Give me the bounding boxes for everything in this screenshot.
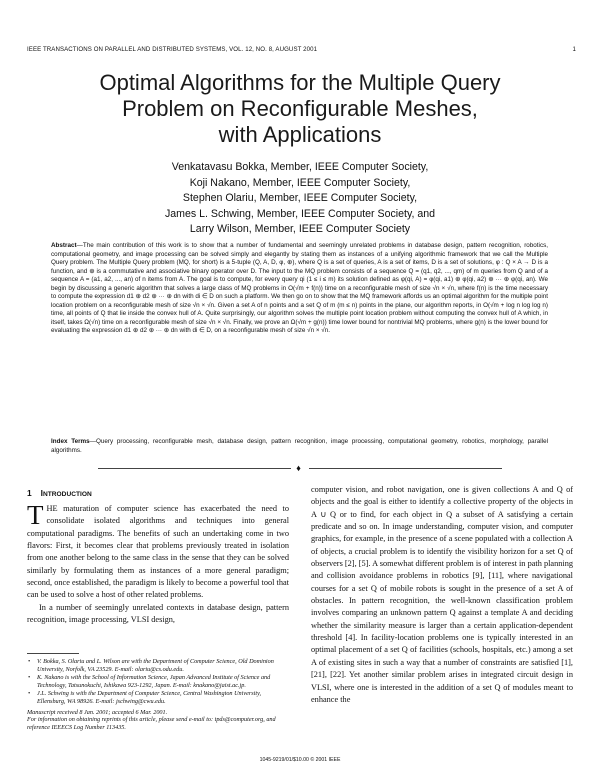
running-header	[27, 46, 576, 53]
author-line: Stephen Olariu, Member, IEEE Computer Society,	[182, 192, 418, 205]
footnote-affiliation: • J.L. Schwing is with the Department of Computer Science, Central Washington University, Ellensburg, WA 98926. E-mail: jschwing@cwu.edu.	[27, 690, 289, 705]
footnotes	[27, 658, 289, 731]
title-line-3: with Applications	[218, 122, 382, 147]
reprints-note: For information on obtaining reprints of this article, please send e-mail to: tpds@computer.org, and reference IEEECS Log Number 113435.	[27, 716, 276, 731]
journal-header: IEEE TRANSACTIONS ON PARALLEL AND DISTRIBUTED SYSTEMS, VOL. 12, NO. 8, AUGUST 2001	[27, 46, 318, 53]
section-divider-left	[98, 468, 291, 469]
footnote-rule	[27, 653, 79, 654]
body-column-left	[27, 500, 289, 626]
title-line-2: Problem on Reconfigurable Meshes,	[122, 96, 478, 121]
intro-paragraph-1: HE maturation of computer science has exacerbated the need to consolidate isolated algorithms and techniques into general computational paradigms. The benefits of such an undertaking come in two flavors: First, it becomes clear that problems previously treated in isolation from one another belong to the same class in the sense that they can be solved similarly by formulating them as instances of a more general paradigm; second, once established, the paradigm is likely to become a powerful tool that can be used to solve a host of other related problems.	[27, 504, 289, 600]
right-column-text: computer vision, and robot navigation, one is given collections A and Q of objects and the goal is either to identify a collective property of the objects in A ∪ Q or to find, for each object in Q a subset of A satisfying a certain predicate and so on. In image understanding, computer vision, and computer graphics, for example, in the presence of a scene populated with a collection A of objects, a crucial problem is to identify the visibility horizon for a set Q of observers [2], [5]. A somewhat different problem is of interest in path planning and collision avoidance problems in robotics [9], [11], where navigational courses for a set Q of mobile robots is sought in the presence of a set A of obstacles. In pattern recognition, the well-known classification problem involves comparing an unknown pattern Q against a template A and deciding whether the similarity measure is larger than a certain application-dependent threshold [4]. In facility-location problems one is typically interested in an optimal placement of a set Q of facilities (schools, hospitals, etc.) among a set A of existing sites in such a way that a number of constraints are satisfied [1], [21], [22]. Yet another similar problem arises in integrated circuit design in VLSI, where one is interested in the addition of a set Q of modules meant to enhance the	[311, 485, 573, 704]
section-heading	[27, 488, 92, 498]
abstract-text: —The main contribution of this work is to show that a number of fundamental and seemingly unrelated problems in database design, pattern recognition, robotics, computational geometry, and image processing can be solved simply and elegantly by stating them as instances of a unifying algorithmic framework that we call the Multiple Query problem. The Multiple Query problem (MQ, for short) is a 5-tuple (Q, A, D, φ, ⊕), where Q is a set of queries, A is a set of items, D is a set of solutions, φ : Q × A → D is a function, and ⊕ is a commutative and associative binary operator over D. The input to the MQ problem consists of a sequence Q = (q1, q2, ..., qm) of m queries from Q and of a sequence A = (a1, a2, ..., an) of n items from A. The goal is to compute, for every query qi (1 ≤ i ≤ m) its solution defined as φ(qi, A) = φ(qi, a1) ⊕ φ(qi, a2) ⊕ ··· ⊕ φ(qi, an). We begin by discussing a generic algorithm that solves a large class of MQ problems in O(√m + f(n)) time on a reconfigurable mesh of size √n × √n, where f(n) is the time necessary to compute the expression d1 ⊕ d2 ⊕ ··· ⊕ dn with di ∈ D on such a platform. We then go on to show that the MQ framework affords us an optimal algorithm for the multiple point location problem on a reconfigurable mesh of size √n × √n. Given a set A of n points and a set Q of m (m ≤ n) points in the plane, our algorithm reports, in O(√m + log n log log n) time, all points of Q that lie inside the convex hull of A. Quite surprisingly, our algorithm solves the multiple point location problem without computing the convex hull of A which, in itself, takes Ω(√n) time on a reconfigurable mesh of size √n × √n. Finally, we prove an Ω(√m + g(n)) time lower bound for nontrivial MQ problems, where g(n) is the lower bound for evaluating the expression d1 ⊕ d2 ⊕ ··· ⊕ dn with di ∈ D, on a reconfigurable mesh of size √n × √n.	[51, 242, 548, 335]
intro-paragraph-2: In a number of seemingly unrelated contexts in database design, pattern recognition, image processing, VLSI design,	[27, 602, 289, 625]
index-terms-text: —Query processing, reconfigurable mesh, database design, pattern recognition, image processing, computational geometry, robotics, morphology, parallel algorithms.	[51, 438, 548, 454]
footnote-affiliation: • K. Nakano is with the School of Information Science, Japan Advanced Institute of Science and Technology, Tatsunokuchi, Ishikawa 923-1292, Japan. E-mail: knakano@jaist.ac.jp.	[27, 674, 289, 689]
author-list	[60, 160, 540, 238]
paper-title	[40, 70, 560, 148]
manuscript-note: Manuscript received 8 Jan. 2001; accepted 6 Mar. 2001.	[27, 708, 168, 716]
abstract	[51, 242, 548, 336]
author-line: Koji Nakano, Member, IEEE Computer Society,	[189, 176, 411, 189]
diamond-ornament-icon: ♦	[296, 463, 301, 473]
title-line-1: Optimal Algorithms for the Multiple Query	[99, 70, 501, 95]
copyright-footer: 1045-9219/01/$10.00 © 2001 IEEE	[259, 757, 341, 763]
page-number: 1	[572, 46, 576, 53]
section-title-rest: NTRODUCTION	[43, 491, 92, 498]
footnote-affiliation: • V. Bokka, S. Olariu and L. Wilson are with the Department of Computer Science, Old Dominion University, Norfolk, VA 23529. E-mail: olariu@cs.odu.edu.	[27, 658, 289, 673]
section-title-initial: I	[40, 488, 43, 498]
index-terms	[51, 438, 548, 455]
section-number: 1	[27, 488, 32, 498]
section-divider-right	[309, 468, 502, 469]
index-terms-label: Index Terms	[51, 438, 90, 445]
body-column-right	[311, 484, 573, 706]
author-line: Larry Wilson, Member, IEEE Computer Society	[189, 223, 411, 236]
drop-cap: T	[27, 500, 44, 530]
author-line: Venkatavasu Bokka, Member, IEEE Computer Society,	[171, 161, 429, 173]
abstract-label: Abstract	[51, 242, 77, 249]
author-line: James L. Schwing, Member, IEEE Computer Society, and	[164, 207, 436, 220]
